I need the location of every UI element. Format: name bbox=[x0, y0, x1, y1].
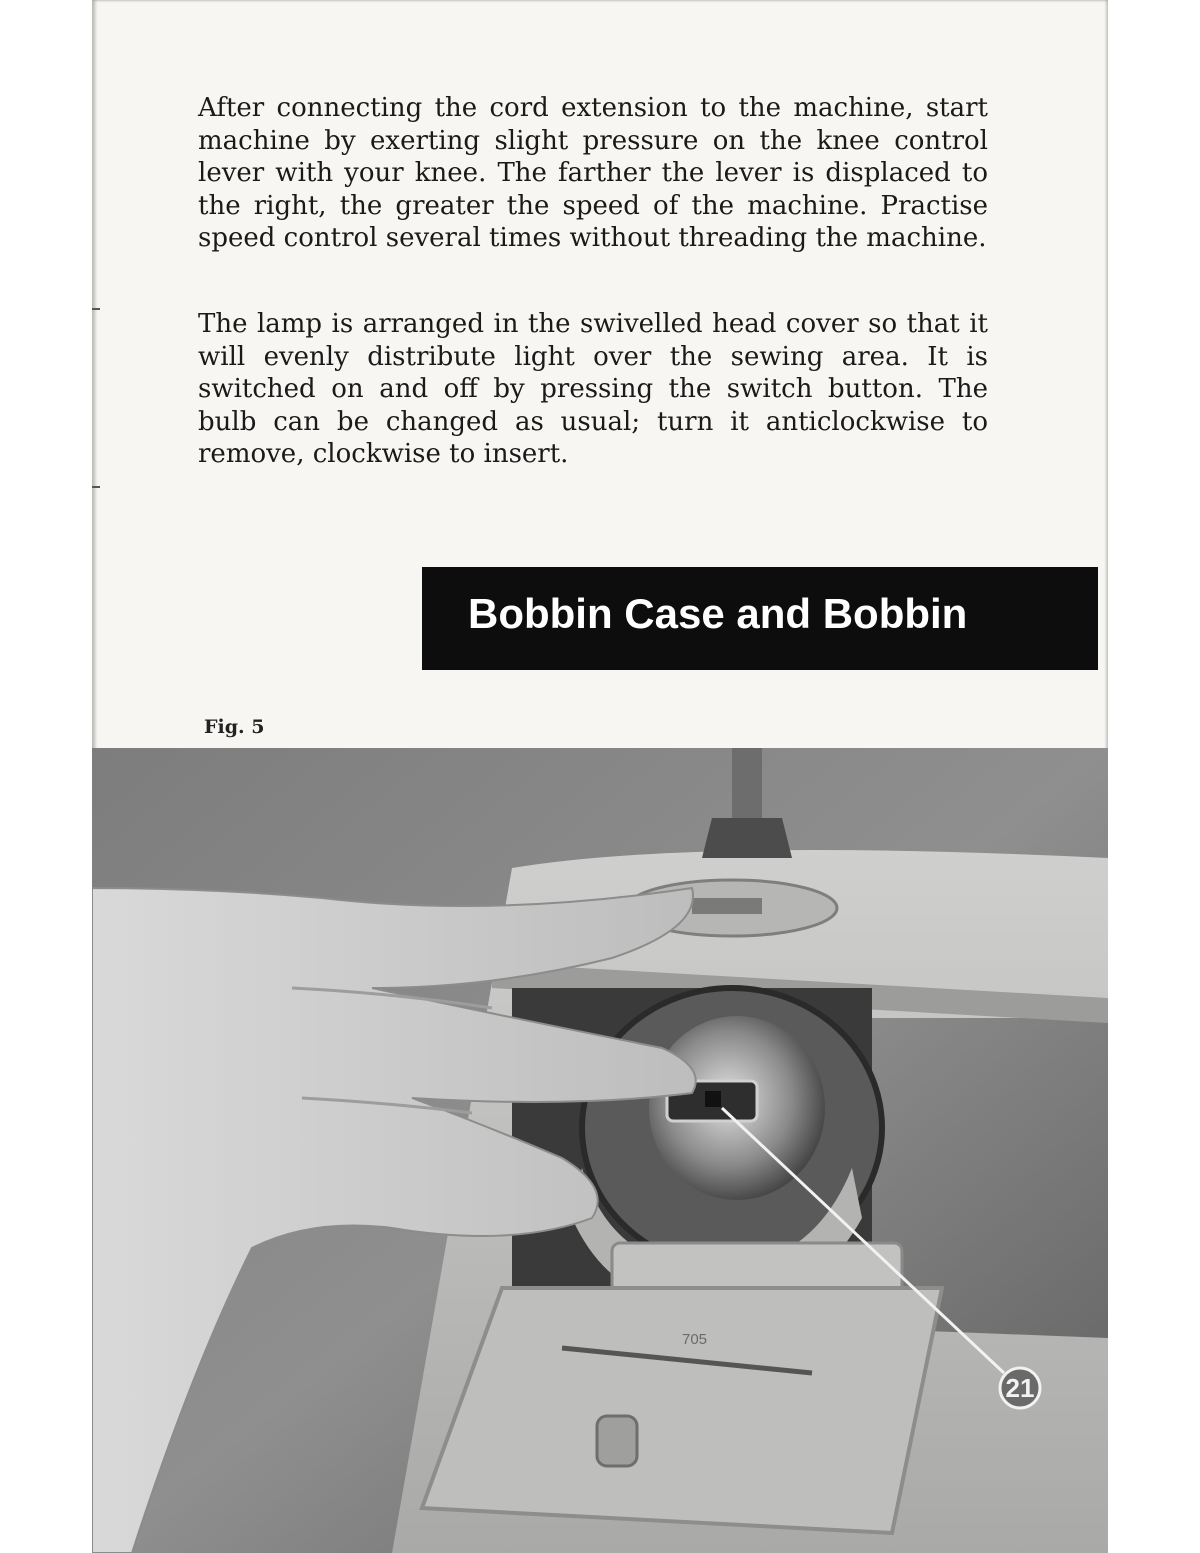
section-heading: Bobbin Case and Bobbin bbox=[468, 590, 968, 637]
needle-bar bbox=[732, 748, 762, 818]
bobbin-case-photo bbox=[92, 748, 1108, 1553]
slide-plate bbox=[422, 1288, 942, 1533]
feed-dog bbox=[692, 898, 762, 914]
plate-stamp: 705 bbox=[682, 1331, 708, 1348]
presser-foot bbox=[702, 818, 792, 858]
paragraph-knee-control: After connecting the cord extension to the machine, start machine by exerting slight pressure on the knee control lever with your knee. The farther the lever is displaced to the right, the greater the speed of the machine. Practise speed control several times without threading the machine. bbox=[198, 93, 988, 253]
plate-knob bbox=[597, 1416, 637, 1466]
latch-hole bbox=[705, 1091, 721, 1107]
binding-mark bbox=[92, 308, 100, 310]
paragraph-lamp: The lamp is arranged in the swivelled head cover so that it will evenly distribute light over the sewing area. It is switched on and off by pressing the switch button. The bulb can be changed as usual; turn it anticlockwise to remove, clockwise to insert. bbox=[198, 309, 988, 469]
section-banner bbox=[422, 567, 1098, 670]
manual-page bbox=[92, 0, 1108, 1553]
figure-label: Fig. 5 bbox=[204, 716, 265, 738]
callout-number: 21 bbox=[1005, 1373, 1035, 1403]
binding-mark bbox=[92, 486, 100, 488]
